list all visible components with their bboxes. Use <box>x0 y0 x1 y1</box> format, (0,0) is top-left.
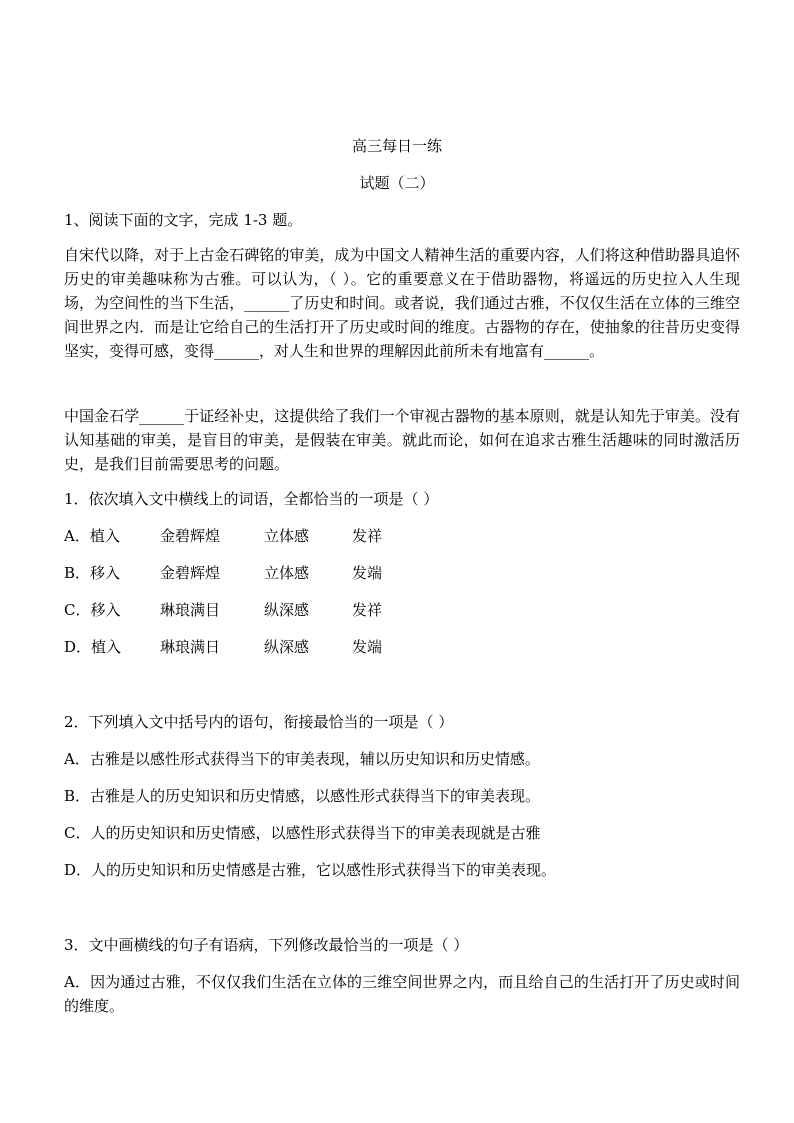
question-2-option-c: C．人的历史知识和历史情感，以感性形式获得当下的审美表现就是古雅 <box>64 824 541 842</box>
option-label: A．植入 <box>64 527 120 545</box>
option-word-3: 纵深感 <box>264 638 310 656</box>
option-word-3: 立体感 <box>264 564 310 582</box>
passage-paragraph-2: 中国金石学______于证经补史，这提供给了我们一个审视古器物的基本原则，就是认知先于审美。没有认知基础的审美，是盲目的审美，是假装在审美。就此而论，如何在追求古雅生活趣味的同时激活历史，是我们目前需要思考的问题。 <box>64 407 740 473</box>
option-word-4: 发端 <box>352 564 383 582</box>
question-2-option-d: D．人的历史知识和历史情感是古雅，它以感性形式获得当下的审美表现。 <box>64 861 557 879</box>
document-subtitle: 试题（二） <box>359 174 435 192</box>
option-word-4: 发端 <box>352 638 383 656</box>
option-word-2: 金碧辉煌 <box>160 527 221 545</box>
option-label: D．植入 <box>64 638 122 656</box>
passage-paragraph-1: 自宋代以降，对于上古金石碑铭的审美，成为中国文人精神生活的重要内容，人们将这种借助器具追怀历史的审美趣味称为古雅。可以认为，（ ）。它的重要意义在于借助器物，将遥远的历史拉入人生现场，为空间性的当下生活，______了历史和时间。或者说，我们通过古雅，不仅仅生活在立体的三维空间世界之内．而是让它给自己的生活打开了历史或时间的维度。古器物的存在，使抽象的往昔历史变得坚实，变得可感，变得______，对人生和世界的理解因此前所未有地富有______。 <box>64 246 740 360</box>
document-title: 高三每日一练 <box>351 137 442 155</box>
question-3-option-a: A．因为通过古雅，不仅仅我们生活在立体的三维空间世界之内，而且给自己的生活打开了历史或时间的维度。 <box>64 973 740 1015</box>
question-1-stem: 1．依次填入文中横线上的词语，全都恰当的一项是（ ） <box>64 490 439 508</box>
option-word-2: 琳琅满日 <box>160 638 221 656</box>
option-word-4: 发祥 <box>352 601 383 619</box>
option-word-3: 纵深感 <box>264 601 310 619</box>
question-2-option-a: A．古雅是以感性形式获得当下的审美表现，辅以历史知识和历史情感。 <box>64 750 540 768</box>
question-2-option-b: B．古雅是人的历史知识和历史情感，以感性形式获得当下的审美表现。 <box>64 787 541 805</box>
option-word-2: 金碧辉煌 <box>160 564 221 582</box>
option-label: C．移入 <box>64 601 121 619</box>
option-label: B．移入 <box>64 564 121 582</box>
option-word-3: 立体感 <box>264 527 310 545</box>
option-word-2: 琳琅满目 <box>160 601 221 619</box>
question-2-stem: 2．下列填入文中括号内的语句，衔接最恰当的一项是（ ） <box>64 713 454 731</box>
question-intro: 1、阅读下面的文字，完成 1-3 题。 <box>64 211 303 229</box>
question-3-stem: 3．文中画横线的句子有语病，下列修改最恰当的一项是（ ） <box>64 936 469 954</box>
option-word-4: 发祥 <box>352 527 383 545</box>
